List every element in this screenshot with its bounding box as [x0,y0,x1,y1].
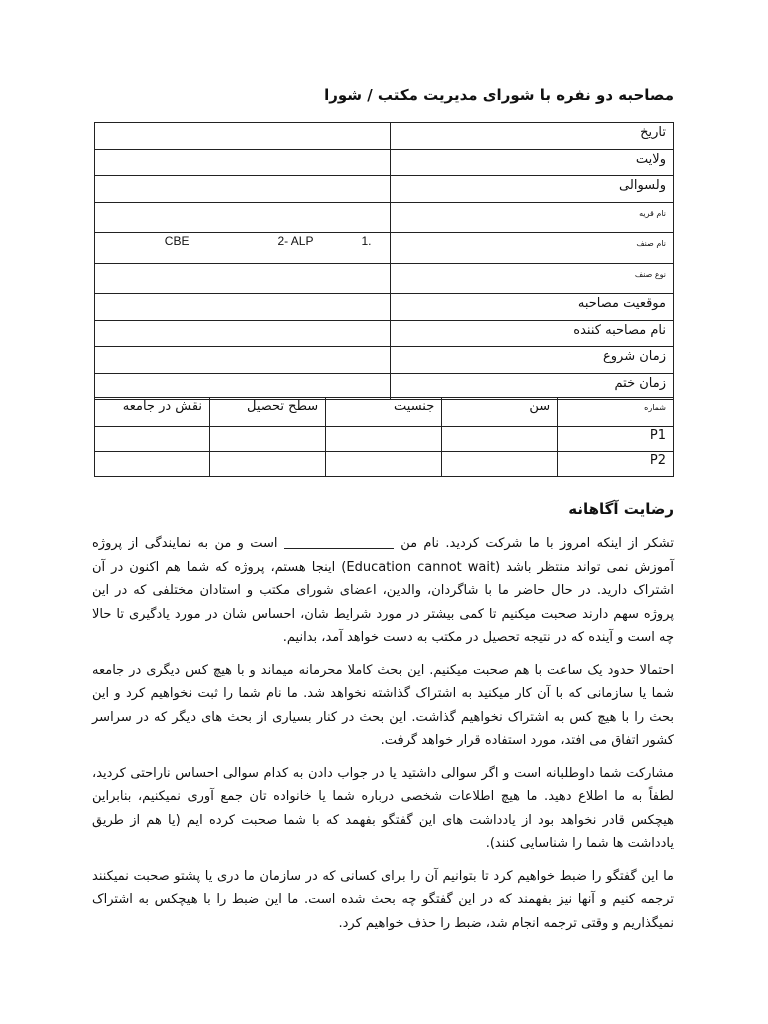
table-row [95,427,674,452]
table-row [95,347,674,374]
header-community-role: نقش در جامعه [95,398,210,427]
row-label-interviewer-name: نام مصاحبه کننده [391,320,674,347]
participant-role-cell[interactable] [95,427,210,452]
header-number: شماره [558,398,674,427]
row-label-province: ولایت [391,149,674,176]
class-name-field[interactable] [95,233,391,264]
consent-paragraph: احتمالا حدود یک ساعت با هم صحبت میکنیم. این بحث کاملا محرمانه میماند و با هیچ کس دیگری در جامعه شما یا سازمانی که با آن کار میکنید به اشتراک گذاشته نخواهد شد. ما نام شما را ثبت نخواهیم کرد و این بحث را با هیچ کس به اشتراک نخواهیم گذاشت. این بحث در کنار بسیاری از بحث های دیگر که در سراسر کشور اتفاق می افتد، مورد استفاده قرار خواهد گرفت. [92,662,674,748]
consent-intro-text-cont: است و من به نمایندگی از پروژه آموزش نمی تواند منتظر باشد (Education cannot wait) اینجا هستم، پروژه که شما هم اکنون در آن اشتراک دارید. در حال حاضر ما با شاگردان، والدین، اعضای شورای مکتب و استادان مختلفی که در این پروژه سهم دارند صحبت میکنیم تا کمی بیشتر در مورد شرایط شان، احساس شان در مورد یادگیری تا حالا چه است و آینده که در نتیجه تحصیل در مکتب به دست خواهد آمد، بدانیم. [92,536,674,645]
district-field[interactable] [95,176,391,203]
row-label-start-time: زمان شروع [391,347,674,374]
table-row [95,320,674,347]
row-label-village: نام قریه [391,202,674,233]
interview-info-table [94,122,674,400]
row-label-class-type: نوع صنف [391,263,674,294]
participant-education-cell[interactable] [210,452,326,477]
table-row [95,176,674,203]
row-label-end-time: زمان ختم [391,373,674,400]
participant-role-cell[interactable] [95,452,210,477]
row-label-district: ولسوالی [391,176,674,203]
row-label-interview-location: موقعیت مصاحبه [391,294,674,321]
participant-gender-cell[interactable] [326,452,442,477]
consent-paragraph: ما این گفتگو را ضبط خواهیم کرد تا بتوانیم آن را برای کسانی که در سازمان ما دری یا پشتو صحبت نمیکنند ترجمه کنیم و آنها نیز بفهمند که در این گفتگو چه بحث شده است. ما این ضبط را با هیچکس به اشتراک نمیگذاریم و وقتی ترجمه انجام شد، ضبط را حذف خواهیم کرد. [92,868,674,931]
table-row [95,123,674,150]
consent-paragraph [92,532,674,650]
interviewer-name-blank[interactable] [284,538,394,549]
consent-heading: رضایت آگاهانه [568,500,674,518]
participant-gender-cell[interactable] [326,427,442,452]
village-field[interactable] [95,202,391,233]
table-row [95,373,674,400]
grade-option-1[interactable]: 1. [361,234,372,248]
participant-id: P2 [558,452,674,477]
province-field[interactable] [95,149,391,176]
date-field[interactable] [95,123,391,150]
participant-id: P1 [558,427,674,452]
class-type-field[interactable] [95,263,391,294]
header-gender: جنسیت [326,398,442,427]
table-row [95,202,674,233]
row-label-date: تاریخ [391,123,674,150]
participant-education-cell[interactable] [210,427,326,452]
header-education-level: سطح تحصیل [210,398,326,427]
consent-text [92,532,674,944]
start-time-field[interactable] [95,347,391,374]
header-age: سن [442,398,558,427]
page-title: مصاحبه دو نفره با شورای مدیریت مکتب / شورا [324,86,674,104]
interviewer-name-field[interactable] [95,320,391,347]
table-row [95,149,674,176]
grade-option-cbe[interactable]: CBE [164,234,190,248]
row-label-class-name: نام صنف [391,233,674,264]
table-header-row [95,398,674,427]
interview-location-field[interactable] [95,294,391,321]
grade-option-alp[interactable]: 2- ALP [277,234,314,248]
participant-age-cell[interactable] [442,452,558,477]
table-row [95,294,674,321]
table-row [95,263,674,294]
consent-intro-text: تشکر از اینکه امروز با ما شرکت کردید. نام من [400,536,675,551]
table-row [95,452,674,477]
participants-table [94,397,674,477]
end-time-field[interactable] [95,373,391,400]
table-row [95,233,674,264]
participant-age-cell[interactable] [442,427,558,452]
consent-paragraph: مشارکت شما داوطلبانه است و اگر سوالی داشتید یا در جواب دادن به کدام سوالی احساس ناراحتی کردید، لطفاً به ما اطلاع دهید. ما هیچ اطلاعات شخصی درباره شما یا خانواده تان جمع آوری نمیکنیم، بنابراین هیچکس قادر نخواهد بود از یادداشت های این گفتگو بفهمد که با شما صحبت کرده ایم (یا هم از طریق یادداشت ها شما را شناسایی کنند). [92,765,674,851]
grade-options [102,233,383,256]
